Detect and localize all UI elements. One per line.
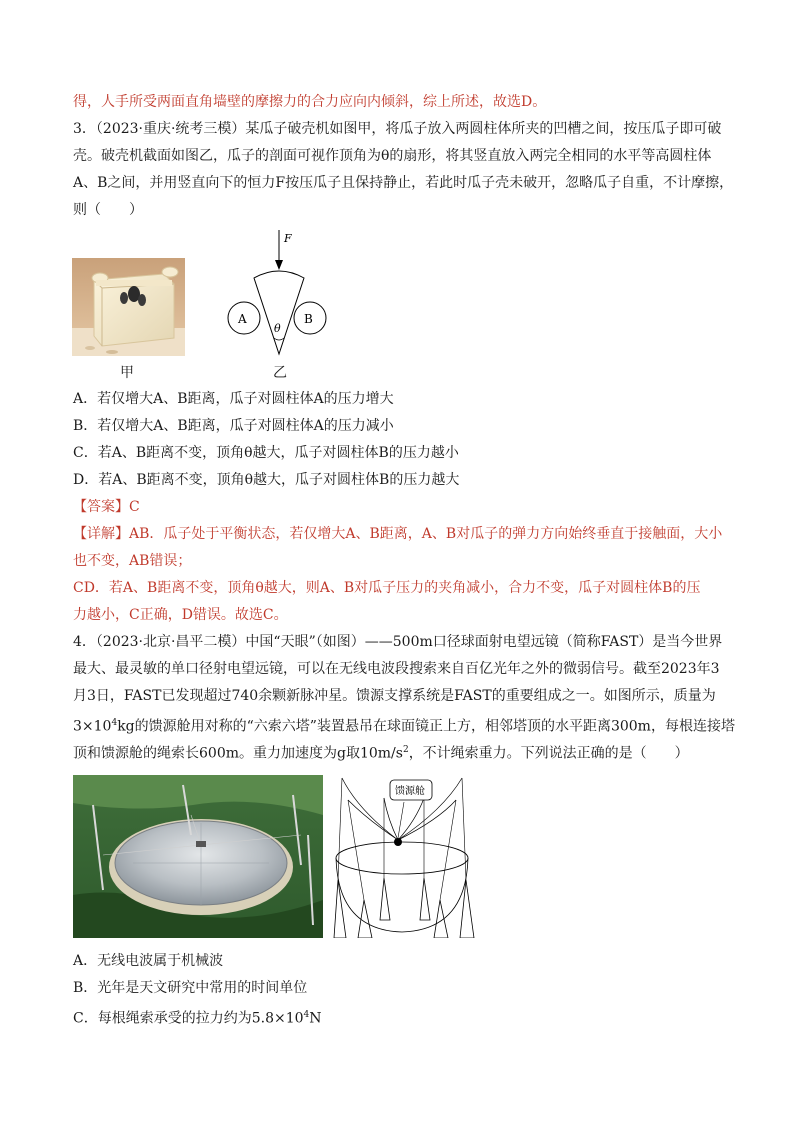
force-label: F [284,232,292,245]
q4-stem-line-2: 最大、最灵敏的单口径射电望远镜，可以在无线电波段搜索来自百亿光年之外的微弱信号。截至2023年3 [73,661,720,677]
tension-exponent: 4 [303,1010,310,1020]
fast-telescope-photo [73,775,323,938]
tension-unit: N [309,1010,322,1027]
q3-option-a: A．若仅增大A、B距离，瓜子对圆柱体A的压力增大 [73,391,394,407]
q3-option-d: D．若A、B距离不变，顶角θ越大，瓜子对圆柱体B的压力越大 [73,472,460,488]
q4-option-a: A．无线电波属于机械波 [73,953,224,969]
q3-detail-line-1 [73,524,722,544]
q4-stem-line-5-end: ，不计绳索重力。下列说法正确的是（ ） [408,745,689,762]
figure-jia-photo [72,258,185,356]
q3-stem-line-2: 壳。破壳机截面如图乙，瓜子的剖面可视作顶角为θ的扇形，将其竖直放入两完全相同的水平等高圆柱体 [73,148,712,164]
answer-tag: 【答案】 [73,499,129,515]
q4-option-c-text: C．每根绳索承受的拉力约为5.8×10 [73,1010,304,1027]
q4-stem-line-4-text: kg的馈源舱用对称的“六索六塔”装置悬吊在球面镜正上方，相邻塔顶的水平距离300m，每根连接塔 [117,718,735,735]
accel-exponent: 2 [402,745,409,755]
q3-detail-line-3: CD．若A、B距离不变，顶角θ越大，则A、B对瓜子压力的夹角减小，合力不变，瓜子对圆柱体B的压 [73,580,701,596]
fast-schematic-diagram [328,770,476,938]
q4-stem-line-1: 4．（2023·北京·昌平二模）中国“天眼”（如图）——500m口径球面射电望远镜（简称FAST）是当今世界 [73,634,723,650]
q3-option-c: C．若A、B距离不变，顶角θ越大，瓜子对圆柱体B的压力越小 [73,445,459,461]
detail-text-1: AB．瓜子处于平衡状态，若仅增大A、B距离，A、B对瓜子的弹力方向始终垂直于接触面，大小 [129,526,723,542]
q4-stem-line-3: 月3日，FAST已发现超过740余颗新脉冲星。馈源支撑系统是FAST的重要组成之一。如图所示，质量为 [73,688,716,704]
q4-option-c [73,1005,322,1029]
answer-value: C [129,499,140,515]
mass-exponent: 4 [111,718,118,728]
q4-stem-line-5 [73,740,689,764]
q3-stem-line-4: 则（ ） [73,202,143,218]
q3-answer [73,497,140,517]
q4-stem-line-5-text: 顶和馈源舱的绳索长600m。重力加速度为g取10m/s [73,745,403,762]
q3-detail-line-4: 力越小，C正确，D错误。故选C。 [73,607,288,623]
figure-yi-diagram [224,226,334,361]
q3-stem-line-3: A、B之间，并用竖直向下的恒力F按压瓜子且保持静止，若此时瓜子壳未破开，忽略瓜子自重，不计摩擦， [73,175,734,191]
detail-tag: 【详解】 [73,526,129,542]
q3-detail-line-2: 也不变，AB错误； [73,553,192,569]
figure-jia-caption: 甲 [120,365,134,381]
cylinder-a-label: A [238,312,247,326]
q3-stem-line-1: 3．（2023·重庆·统考三模）某瓜子破壳机如图甲，将瓜子放入两圆柱体所夹的凹槽之间，按压瓜子即可破 [73,121,722,137]
q4-option-b: B．光年是天文研究中常用的时间单位 [73,980,308,996]
angle-theta-label: θ [274,322,281,335]
q4-stem-line-4 [73,713,735,737]
mass-value: 3×10 [73,718,112,735]
feed-cabin-label: 馈源舱 [395,786,425,797]
q3-option-b: B．若仅增大A、B距离，瓜子对圆柱体A的压力减小 [73,418,394,434]
cylinder-b-label: B [304,312,313,326]
figure-yi-caption: 乙 [273,365,287,381]
previous-answer-conclusion: 得，人手所受两面直角墙壁的摩擦力的合力应向内倾斜，综上所述，故选D。 [73,94,547,110]
